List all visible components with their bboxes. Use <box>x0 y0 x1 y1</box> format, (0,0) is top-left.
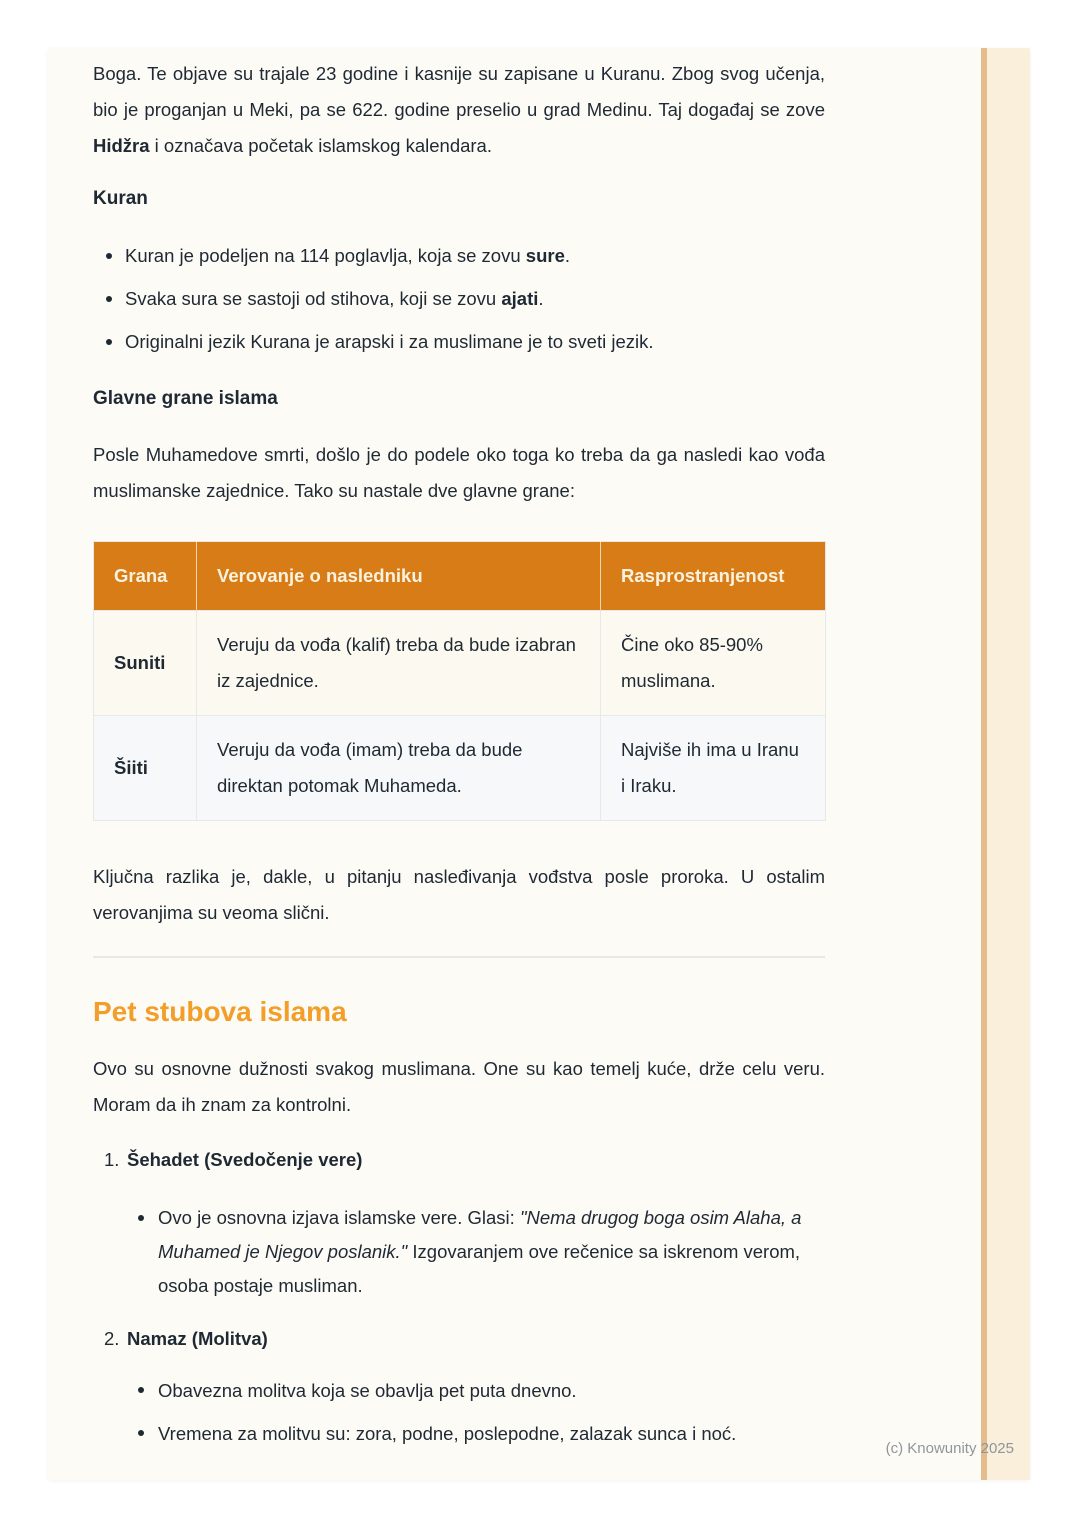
bullet-text-end: Izgovaranjem ove rečenice sa iskrenom verom, osoba postaje musliman. <box>158 1241 801 1296</box>
branches-intro: Posle Muhamedove smrti, došlo je do podele oko toga ko treba da ga nasledi kao vođa muslimanske zajednice. Tako su nastale dve glavne grane: <box>93 444 825 501</box>
intro-bold-term: Hidžra <box>93 135 150 156</box>
pillar-item-namaz <box>93 1321 825 1452</box>
pillar-title-text: Namaz (Molitva) <box>127 1328 268 1349</box>
bullet-text-end: . <box>538 288 544 309</box>
intro-text: Boga. Te objave su trajale 23 godine i kasnije su zapisane u Kuranu. Zbog svog učenja, bio je proganjan u Meki, pa se 622. godine preselio u grad Medinu. Taj događaj se zove <box>93 63 825 120</box>
kuran-bullet-list <box>93 238 825 360</box>
intro-text-end: i označava početak islamskog kalendara. <box>149 135 492 156</box>
bullet-bold-term: ajati <box>501 288 539 309</box>
pillar-title <box>93 1142 825 1178</box>
pillar-title <box>93 1321 825 1357</box>
table-header-verovanje: Verovanje o nasledniku <box>197 542 601 611</box>
bullet-item <box>93 324 825 360</box>
document-content <box>93 48 825 1452</box>
cell-belief: Veruju da vođa (kalif) treba da bude izabran iz zajednice. <box>197 611 601 716</box>
section-divider <box>93 956 825 958</box>
intro-paragraph <box>93 56 825 164</box>
pillars-list <box>93 1142 825 1452</box>
cell-spread: Čine oko 85-90% muslimana. <box>601 611 826 716</box>
bullet-text: Kuran je podeljen na 114 poglavlja, koja se zovu <box>125 245 526 266</box>
pillar-item-shahada <box>93 1142 825 1303</box>
bullet-text: Obavezna molitva koja se obavlja pet puta dnevno. <box>158 1380 577 1401</box>
kuran-heading: Kuran <box>93 188 148 209</box>
bullet-item <box>93 238 825 274</box>
shahada-bullet-list <box>93 1201 825 1303</box>
branches-heading: Glavne grane islama <box>93 388 278 409</box>
cell-spread: Najviše ih ima u Iranu i Iraku. <box>601 716 826 821</box>
watermark: (c) Knowunity 2025 <box>885 1440 1014 1457</box>
pillars-intro: Ovo su osnovne dužnosti svakog muslimana. One su kao temelj kuće, drže celu veru. Moram da ih znam za kontrolni. <box>93 1058 825 1115</box>
quote-text: "Nema drugog boga osim Alaha, a Muhamed je Njegov poslanik." <box>158 1207 802 1262</box>
cell-branch-name: Suniti <box>94 611 197 716</box>
pillar-title-text: Šehadet (Svedočenje vere) <box>127 1149 363 1170</box>
pillar-number: 2. <box>104 1328 120 1349</box>
table-header-rasprostranjenost: Rasprostranjenost <box>601 542 826 611</box>
table-header-grana: Grana <box>94 542 197 611</box>
bullet-text: Originalni jezik Kurana je arapski i za muslimane je to sveti jezik. <box>125 331 654 352</box>
bullet-text-end: . <box>564 245 570 266</box>
bullet-bold-term: sure <box>525 245 565 266</box>
bullet-text: Vremena za molitvu su: zora, podne, poslepodne, zalazak sunca i noć. <box>158 1423 737 1444</box>
bullet-item <box>93 1373 825 1409</box>
bullet-item <box>93 281 825 317</box>
branches-table <box>93 541 826 821</box>
cell-belief: Veruju da vođa (imam) treba da bude direktan potomak Muhameda. <box>197 716 601 821</box>
bullet-text: Svaka sura se sastoji od stihova, koji se zovu <box>125 288 502 309</box>
namaz-bullet-list <box>93 1373 825 1452</box>
bullet-text: Ovo je osnovna izjava islamske vere. Glasi: <box>158 1207 520 1228</box>
pillars-heading: Pet stubova islama <box>93 996 347 1027</box>
document-page <box>48 48 1030 1480</box>
bullet-item <box>93 1201 825 1303</box>
cell-branch-name: Šiiti <box>94 716 197 821</box>
table-header-row <box>94 542 826 611</box>
table-row-siiti <box>94 716 826 821</box>
key-difference-paragraph: Ključna razlika je, dakle, u pitanju nasleđivanja vođstva posle proroka. U ostalim verovanjima su veoma slični. <box>93 866 825 923</box>
page-edge-decoration <box>981 48 1030 1480</box>
bullet-item <box>93 1416 825 1452</box>
table-row-suniti <box>94 611 826 716</box>
pillar-number: 1. <box>104 1149 120 1170</box>
